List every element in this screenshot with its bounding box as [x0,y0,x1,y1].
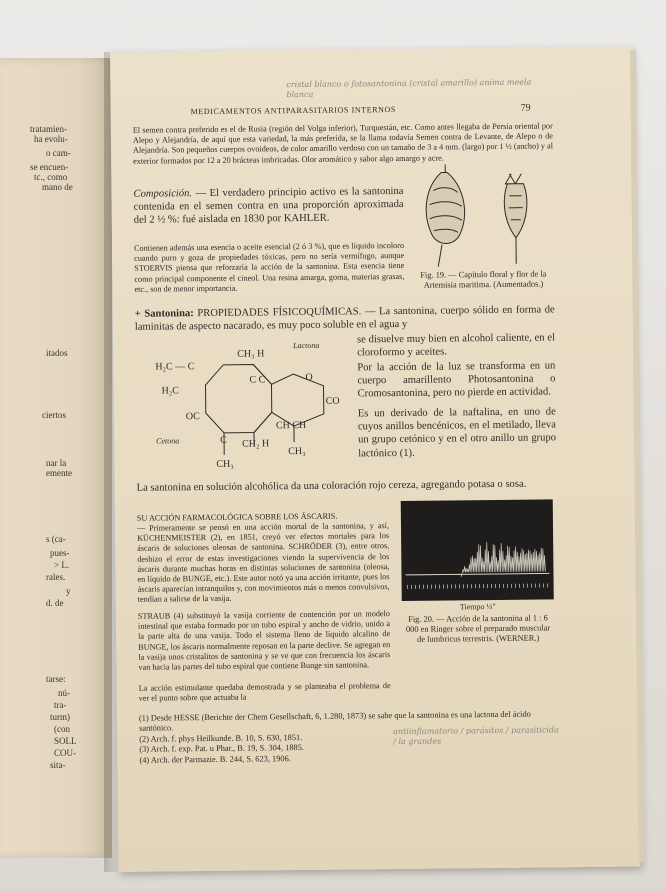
left-page-fragment: ciertos [42,410,66,420]
formula-h2c-c: H₂C — C [155,361,195,373]
santonina-title: Santonina: [144,308,194,320]
santonina-paragraph [135,303,555,334]
accion-paragraph-3: La acción estimulante quedaba demostrada y se planteaba el problema de ver el punto sobre que actuaba la [138,681,391,703]
santonin-structural-formula [153,334,350,478]
left-page-fragment: tc., como [34,172,68,182]
composicion-text: — El verdadero principio activo es la santonina contenida en el semen contra en una proporción aproximada del 2 ½ %: fué aislada en 1830 por KAHLER. [133,185,404,227]
formula-ch3-left: CH₃ [216,458,234,470]
left-page-fragment: SOLL [54,736,77,746]
single-flower-drawing [504,174,527,264]
left-page-fragment: s (ca- [46,534,66,544]
left-page-fragment: emente [46,468,72,478]
santonina-text-1: — La santonina, cuerpo sólido en forma de laminitas de aspecto nacarado, es muy poco soluble en el agua y [134,304,555,333]
formula-c-bottom: C [220,434,227,446]
left-page-fragment: mano de [42,182,73,192]
left-page-fragment: ha evolu- [34,134,68,144]
flower-head-drawing [426,164,465,266]
left-page-fragment: itados [46,348,68,358]
composicion-paragraph [133,185,403,227]
left-page-fragment: o cam- [46,148,71,158]
left-page-fragment: se encuen- [30,162,69,172]
formula-ch3-top: CH₃ H [237,348,265,360]
running-header: MEDICAMENTOS ANTIPARASITARIOS INTERNOS [190,105,396,117]
formula-c-c: C C [249,374,266,386]
margin-plus-mark: + [134,308,141,320]
left-page-fragment: (con [54,724,70,734]
left-page-fragment: tarse: [46,674,66,684]
composicion-lead: Composición. [133,188,193,200]
handwritten-note-margin: antiinflamatorio / parásitos / parasiticida / la grandes [393,725,559,747]
left-page-fragment: nar la [46,458,67,468]
footnote-4: (4) Arch. der Parmazie. B. 244, S. 623, 1906. [139,753,291,765]
left-page-fragment: tra- [54,700,67,710]
left-page-fragment: tratamien- [30,124,67,134]
santonina-subtitle: PROPIEDADES FÍSICOQUÍMICAS. [197,306,362,320]
left-page-fragment: nú- [58,688,70,698]
kymograph-time-marks [408,583,548,588]
formula-oc: OC [185,411,200,423]
intro-paragraph: El semen contra preferido es el de Rusia (región del Volga inferior), Turquestán, etc. Como antes llegaba de Persia oriental por Alepo y Alejandría, de aquí que esta variedad, la más preferida, se la llama todavía Semen contra de Levante, de Alepo o de Alejandría. Son pequeños cuerpos ovoideos, de color amarillo verdoso con un tamaño de 3 a 4 mm. (largo) por 1 ½ (ancho) y al exterior formados por 12 a 20 brácteas imbricadas. Olor aromático y sabor algo amargo y acre. [132,121,554,166]
left-page-fragment: d. de [46,598,64,608]
left-page-fragment: COU- [54,748,76,758]
figure-19-drawing [411,159,552,270]
formula-o: O [305,371,313,383]
kymograph-trace [401,499,554,601]
left-page-fragment: rales. [46,572,66,582]
santonina-color-reaction: La santonina en solución alcohólica da una coloración rojo cereza, agregando potasa o sosa. [136,478,527,494]
formula-label-lactona: Lactona [293,340,320,351]
formula-label-cetona: Cetona [156,436,180,446]
formula-ch-ch: CH CH [275,419,307,432]
formula-ch3-bottom: CH₃ [288,445,306,458]
figure-20-kymograph [401,499,554,601]
right-page [110,47,641,872]
santonina-naphthalene-paragraph: Es un derivado de la naftalina, en uno de cuyos anillos bencénicos, en el metilado, lleva un grupo cetónico y en el otro anillo un grupo lactónico (1). [357,406,557,460]
left-page [0,58,112,858]
formula-co: CO [325,395,340,407]
formula-ch2-h: CH₂ H [242,438,270,450]
accion-paragraph-1: — Primeramente se pensó en una acción mortal de la santonina, y así, KÜCHENMEISTER (2), en 1851, creyó ver efectos mortales para los áscaris de soluciones oleosas de santonina. SCHRÖDER (3), entre otros, deshizo el error de estas investigaciones viendo la supervivencia de los áscaris durante muchas horas en distintas soluciones de santonina (oleosa, en líquido de BUNGE, etc.). Este autor notó ya una acción irritante, pues los áscaris aparecían intranquilos y, con movimientos más o menos convulsivos, tendían a salirse de la vasija. [136,521,390,605]
figure-20-caption: Fig. 20. — Acción de la santonina al 1 : 6 000 en Ringer sobre el preparado muscular de lumbricus terrestris. (WERNER.) [405,613,551,644]
footnote-3: (3) Arch. f. exp. Pat. u Phar., B. 19, S. 304, 1885. [139,743,305,754]
figure-20-tiempo: Tiempo ⅓" [459,601,496,612]
santonina-text-right: se disuelve muy bien en alcohol caliente, en el cloroformo y aceites. [356,332,556,359]
accion-paragraph-2: STRAUB (4) substituyó la vasija corriente de contención por un modelo intestinal que estaba formado por un tubo espiral y ancho de vidrio, unido a la parte alta de una vasija. Todo el sistema lleno de líquido alcalino de BUNGE, los áscaris normalmente reposan en la parte declive. Se agregan en la vasija unos cristalitos de santonina y se ve que con frecuencia los áscaris van hacia las partes del tubo espiral que contiene Bunge sin santonina. [137,609,391,672]
esencia-paragraph: Contienen además una esencia o aceite esencial (2 ó 3 %), que es líquido incoloro cuando puro y goza de propiedades tóxicas, pero no sería vermífugo, aunque STOERVIS piensa que reforzaría la acción de la santonina. Esta esencia tiene como principal componente el cineol. Una resina amarga, goma, materias grasas, etc., son de menor importancia. [134,240,405,294]
accion-title: SU ACCIÓN FARMACOLÓGICA SOBRE LOS ÁSCARIS. [136,511,338,523]
formula-h2c: H₂C [161,385,179,397]
santonina-light-paragraph: Por la acción de la luz se transforma en un cuerpo amarillento Photosantonina o Cromosantonina, pero no pierde en actividad. [357,360,556,400]
footnote-1: (1) Desde HESSE (Berichte der Chem Gesellschaft, 6, 1.280, 1873) se sabe que la santonina es una lactona del ácido santónico. [138,709,531,734]
left-page-fragment: > L. [54,560,70,570]
kymograph-contractions [405,541,545,577]
left-page-fragment: y [66,586,71,596]
handwritten-note-top: cristal blanco o fotosantonina (cristal amarillo) anima meela blanca [286,77,532,100]
footnote-2: (2) Arch. f. phys Heilkunde. B. 10, S. 630, 1851. [139,732,303,744]
left-page-fragment: sita- [50,760,66,770]
left-page-fragment: pues- [50,548,70,558]
left-page-fragment: turm) [50,712,70,722]
page-number: 79 [520,102,531,114]
figure-19-caption: Fig. 19. — Capítulo floral y flor de la Artemisia maritima. (Aumentados.) [420,269,547,290]
